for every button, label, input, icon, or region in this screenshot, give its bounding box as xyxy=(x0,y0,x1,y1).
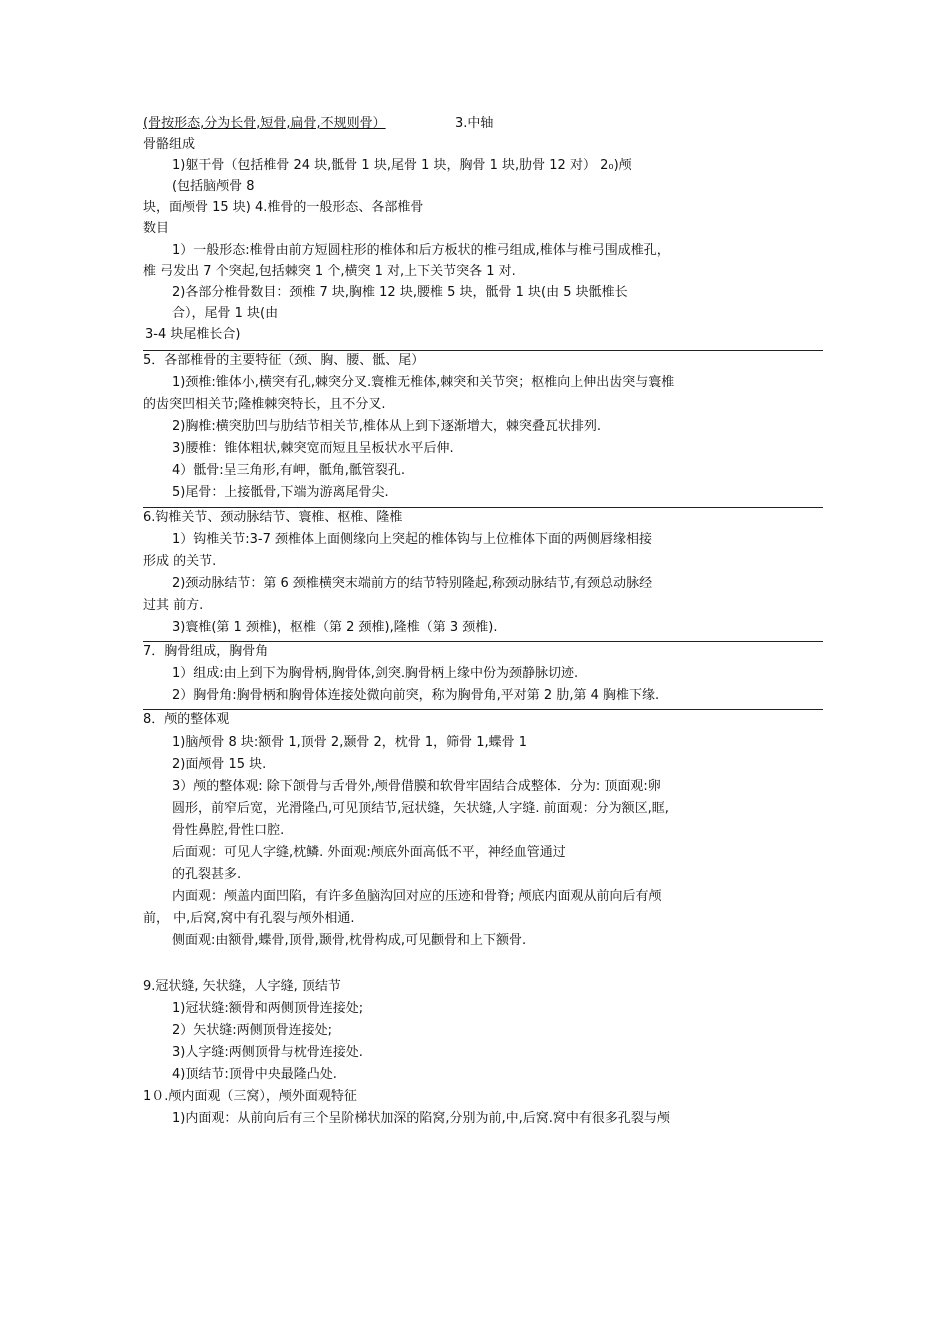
text-line: 1)内面观：从前向后有三个呈阶梯状加深的陷窝,分别为前,中,后窝.窝中有很多孔裂与颅 xyxy=(172,1111,670,1126)
text-line: 椎 弓发出 7 个突起,包括棘突 1 个,横突 1 对,上下关节突各 1 对. xyxy=(143,264,516,279)
text-line: 2)颈动脉结节：第 6 颈椎横突末端前方的结节特别隆起,称颈动脉结节,有颈总动脉经 xyxy=(172,576,653,591)
text-line: 3)寰椎(第 1 颈椎)，枢椎（第 2 颈椎),隆椎（第 3 颈椎). xyxy=(172,620,498,635)
text-line: 2)胸椎:横突肋凹与肋结节相关节,椎体从上到下逐渐增大，棘突叠瓦状排列. xyxy=(172,419,601,434)
section-heading: 6.钩椎关节、颈动脉结节、寰椎、枢椎、隆椎 xyxy=(143,510,403,525)
section-heading: 8．颅的整体观 xyxy=(143,712,230,727)
text-line: 骨性鼻腔,骨性口腔. xyxy=(172,823,285,838)
section-heading: 7．胸骨组成，胸骨角 xyxy=(143,644,269,659)
text-line: 骨骼组成 xyxy=(143,137,196,152)
text-line: 前， 中,后窝,窝中有孔裂与颅外相通. xyxy=(143,911,355,926)
text-line: 5)尾骨：上接骶骨,下端为游离尾骨尖. xyxy=(172,485,389,500)
text-line: 合），尾骨 1 块(由 xyxy=(172,306,279,321)
section-heading: 1０.颅内面观（三窝），颅外面观特征 xyxy=(143,1089,357,1104)
text-line: 3)腰椎：锥体粗状,棘突宽而短且呈板状水平后伸. xyxy=(172,441,454,456)
text-line: 3)人字缝:两侧顶骨与枕骨连接处. xyxy=(172,1045,363,1060)
text-line: 数目 xyxy=(143,221,170,236)
text-line: 2）矢状缝:两侧顶骨连接处; xyxy=(172,1023,333,1038)
text-line: 块，面颅骨 15 块) 4.椎骨的一般形态、各部椎骨 xyxy=(143,200,424,215)
text-line: 2)各部分椎骨数目：颈椎 7 块,胸椎 12 块,腰椎 5 块，骶骨 1 块(由 5 块骶椎长 xyxy=(172,285,628,300)
text-line: 1)脑颅骨 8 块:额骨 1,顶骨 2,颞骨 2，枕骨 1，筛骨 1,蝶骨 1 xyxy=(172,735,528,750)
text-line: 内面观：颅盖内面凹陷，有许多鱼脑沟回对应的压迹和骨脊; 颅底内面观从前向后有颅 xyxy=(172,889,662,904)
section-heading: 9.冠状缝, 矢状缝，人字缝, 顶结节 xyxy=(143,979,341,994)
text-line: 的孔裂甚多. xyxy=(172,867,242,882)
text-line: 形成 的关节. xyxy=(143,554,217,569)
section-divider xyxy=(143,709,823,710)
text-line: 3）颅的整体观: 除下颌骨与舌骨外,颅骨借膜和软骨牢固结合成整体．分为: 顶面观:卵 xyxy=(172,779,661,794)
text-line: 1)冠状缝:额骨和两侧顶骨连接处; xyxy=(172,1001,364,1016)
text-line: 1)躯干骨（包括椎骨 24 块,骶骨 1 块,尾骨 1 块，胸骨 1 块,肋骨 12 对） 2₀)颅 xyxy=(172,158,632,173)
section-divider xyxy=(143,350,823,351)
text-line: 1）组成:由上到下为胸骨柄,胸骨体,剑突.胸骨柄上缘中份为颈静脉切迹. xyxy=(172,666,579,681)
text-line: 4）骶骨:呈三角形,有岬，骶角,骶管裂孔. xyxy=(172,463,406,478)
text-line: 过其 前方. xyxy=(143,598,204,613)
section-divider xyxy=(143,641,823,642)
text-line: 1）钩椎关节:3-7 颈椎体上面侧缘向上突起的椎体钩与上位椎体下面的两侧唇缘相接 xyxy=(172,532,653,547)
text-line: 1）一般形态:椎骨由前方短圆柱形的椎体和后方板状的椎弓组成,椎体与椎弓围成椎孔， xyxy=(172,243,670,258)
text-line: (包括脑颅骨 8 xyxy=(172,179,255,194)
text-line: 3.中轴 xyxy=(455,116,494,131)
text-line: 后面观：可见人字缝,枕鳞. 外面观:颅底外面高低不平，神经血管通过 xyxy=(172,845,566,860)
text-line: 2)面颅骨 15 块. xyxy=(172,757,267,772)
section-heading: 5．各部椎骨的主要特征（颈、胸、腰、骶、尾） xyxy=(143,353,425,368)
text-line: (骨按形态,分为长骨,短骨,扁骨,不规则骨） xyxy=(143,116,386,131)
text-line: 圆形，前窄后宽，光滑隆凸,可见顶结节,冠状缝，矢状缝,人字缝. 前面观：分为额区,眶, xyxy=(172,801,669,816)
text-line: 4)顶结节:顶骨中央最隆凸处. xyxy=(172,1067,337,1082)
text-line: 1)颈椎:锥体小,横突有孔,棘突分叉.寰椎无椎体,棘突和关节突；枢椎向上伸出齿突与寰椎 xyxy=(172,375,675,390)
section-divider xyxy=(143,507,823,508)
text-line: 2）胸骨角:胸骨柄和胸骨体连接处微向前突，称为胸骨角,平对第 2 肋,第 4 胸椎下缘. xyxy=(172,688,660,703)
text-line: 侧面观:由额骨,蝶骨,顶骨,颞骨,枕骨构成,可见颧骨和上下额骨. xyxy=(172,933,527,948)
text-line: 3-4 块尾椎长合) xyxy=(145,327,241,342)
text-line: 的齿突凹相关节;隆椎棘突特长，且不分叉. xyxy=(143,397,386,412)
